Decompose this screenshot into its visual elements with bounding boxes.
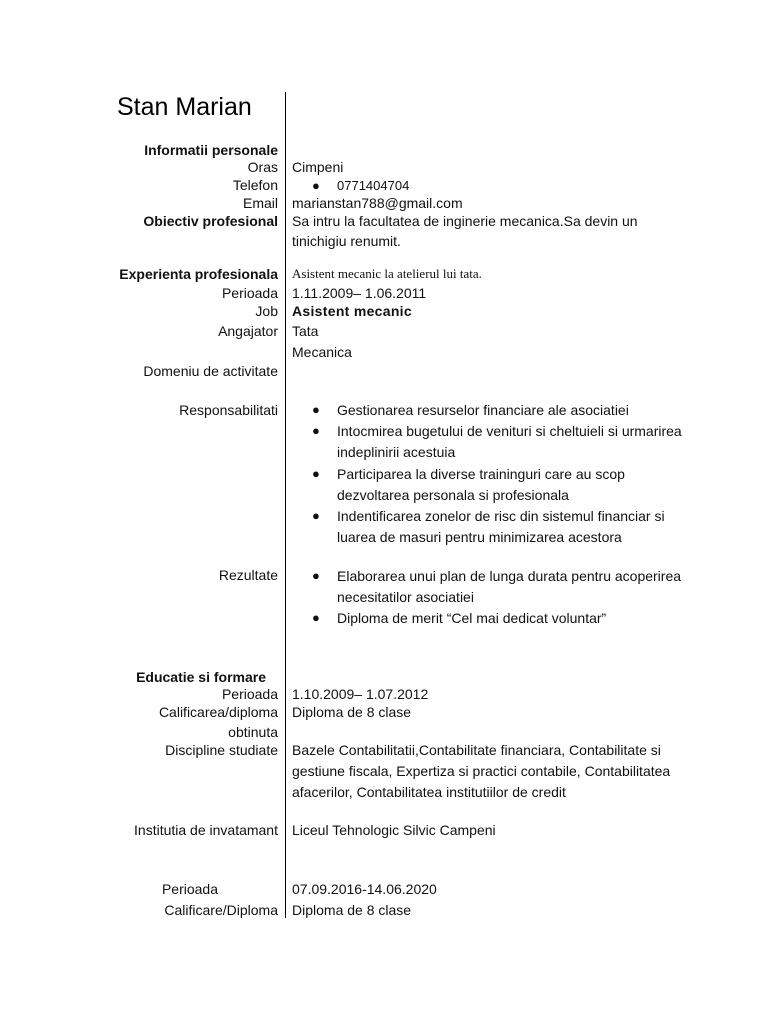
- bullet-icon: ●: [312, 402, 320, 417]
- value-objective: Sa intru la facultatea de inginerie mecanica.Sa devin un tinichigiu renumit.: [292, 213, 638, 249]
- list-item: Gestionarea resurselor financiare ale asociatiei: [337, 402, 629, 418]
- section-heading-education: Educatie si formare: [136, 669, 266, 685]
- bullet-icon: ●: [312, 508, 320, 523]
- value-domeniu: Mecanica: [292, 344, 352, 360]
- label-edu-perioada: Perioada: [221, 686, 278, 702]
- section-heading-personal: Informatii personale: [144, 142, 278, 158]
- label-objective: Obiectiv profesional: [143, 213, 278, 229]
- bullet-icon: ●: [312, 423, 320, 438]
- label-telefon: Telefon: [232, 177, 278, 193]
- label-perioada-2: Perioada: [161, 881, 218, 897]
- label-job: Job: [255, 303, 278, 319]
- label-discipline: Discipline studiate: [165, 742, 278, 758]
- value-telefon: 0771404704: [337, 178, 410, 193]
- value-job: Asistent mecanic: [292, 303, 412, 319]
- value-calificare: Diploma de 8 clase: [292, 704, 412, 720]
- label-institutia: Institutia de invatamant: [134, 822, 278, 838]
- bullet-icon: ●: [312, 610, 320, 625]
- value-perioada-2: 07.09.2016-14.06.2020: [292, 881, 437, 897]
- label-calificare-2: Calificare/Diploma: [164, 902, 278, 918]
- list-item: Indentificarea zonelor de risc din sistemul financiar si luarea de masuri pentru minimizarea acestora: [337, 508, 665, 545]
- label-email: Email: [242, 195, 278, 211]
- label-calificare: Calificarea/diploma: [158, 704, 278, 720]
- list-item: Diploma de merit “Cel mai dedicat voluntar”: [337, 610, 607, 626]
- value-institutia: Liceul Tehnologic Silvic Campeni: [292, 822, 496, 838]
- list-item: Participarea la diverse traininguri care au scop dezvoltarea personala si profesionala: [337, 466, 625, 503]
- section-heading-experience: Experienta profesionala: [119, 266, 278, 282]
- value-oras: Cimpeni: [292, 159, 344, 175]
- label-perioada: Perioada: [221, 285, 278, 301]
- cv-name: Stan Marian: [117, 93, 252, 121]
- label-angajator: Angajator: [218, 323, 278, 339]
- label-domeniu: Domeniu de activitate: [143, 363, 278, 379]
- value-email: marianstan788@gmail.com: [292, 195, 463, 211]
- experience-summary: Asistent mecanic la atelierul lui tata.: [292, 266, 482, 281]
- label-calificare-cont: obtinuta: [228, 724, 278, 740]
- value-discipline: Bazele Contabilitatii,Contabilitate financiara, Contabilitate si gestiune fiscala, Expertiza si practici contabile, Contabilitatea afacerilor, Contabilitatea institutiilor de credit: [292, 742, 671, 800]
- list-item: Intocmirea bugetului de venituri si cheltuieli si urmarirea indeplinirii acestuia: [337, 423, 682, 460]
- list-item: Elaborarea unui plan de lunga durata pentru acoperirea necesitatilor asociatiei: [337, 568, 682, 605]
- column-divider: [285, 92, 286, 918]
- label-oras: Oras: [247, 159, 278, 175]
- bullet-icon: ●: [312, 178, 320, 193]
- value-edu-perioada: 1.10.2009– 1.07.2012: [292, 686, 429, 702]
- label-rezultate: Rezultate: [218, 567, 278, 583]
- bullet-icon: ●: [312, 568, 320, 583]
- value-angajator: Tata: [292, 323, 319, 339]
- bullet-icon: ●: [312, 466, 320, 481]
- value-perioada: 1.11.2009– 1.06.2011: [292, 285, 427, 301]
- value-calificare-2: Diploma de 8 clase: [292, 902, 412, 918]
- label-responsabilitati: Responsabilitati: [179, 402, 278, 418]
